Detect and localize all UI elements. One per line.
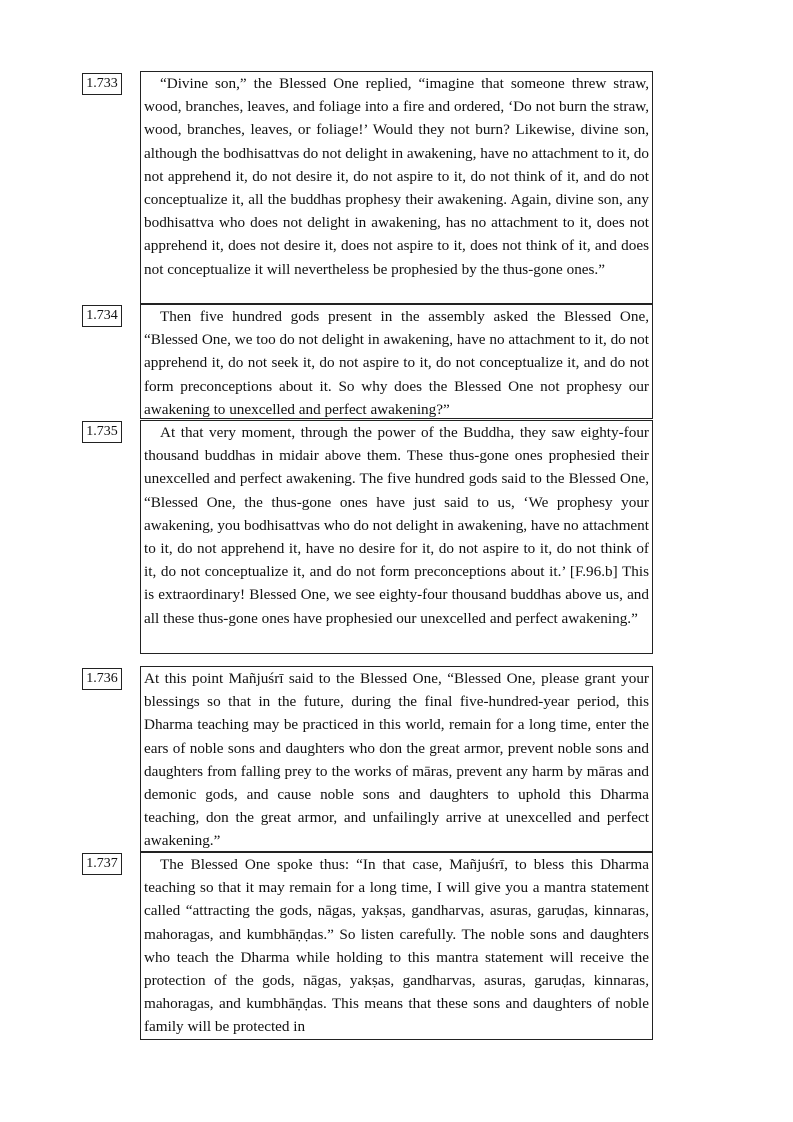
paragraph-number-1737[interactable]: 1.737 (82, 853, 122, 875)
paragraph-1736 (140, 666, 653, 852)
paragraph-number-1733[interactable]: 1.733 (82, 73, 122, 95)
paragraph-1734 (140, 304, 653, 419)
paragraph-text: The Blessed One spoke thus: “In that case, Mañjuśrī, to bless this Dharma teaching so that it may remain for a long time, I will give you a mantra statement called “attracting the gods, nāgas, yakṣas, gandharvas, asuras, garuḍas, kinnaras, mahoragas, and kumbhāṇḍas.” So listen carefully. The noble sons and daughters who teach the Dharma while holding to this mantra statement will receive the protection of the gods, nāgas, yakṣas, gandharvas, asuras, garuḍas, kinnaras, mahoragas, and kumbhāṇḍas. This means that these sons and daughters of noble family will be protected in (144, 856, 649, 1036)
paragraph-number-1736[interactable]: 1.736 (82, 668, 122, 690)
paragraph-number-1735[interactable]: 1.735 (82, 421, 122, 443)
paragraph-text: At that very moment, through the power of the Buddha, they saw eighty-four thousand buddhas in midair above them. These thus-gone ones prophesied their unexcelled and perfect awakening. The five hundred gods said to the Blessed One, “Blessed One, the thus-gone ones have just said to us, ‘We prophesy your awakening, you bodhisattvas who do not delight in awakening, have no attachment to it, do not apprehend it, have no desire for it, do not aspire to it, do not think of it, do not conceptualize it, and do not form preconceptions about it.’ [F.96.b] This is extraordinary! Blessed One, we see eighty-four thousand buddhas above us, and all these thus-gone ones have prophesied our unexcelled and perfect awakening.” (144, 424, 649, 627)
paragraph-number-1734[interactable]: 1.734 (82, 305, 122, 327)
paragraph-text: “Divine son,” the Blessed One replied, “imagine that someone threw straw, wood, branches, leaves, and foliage into a fire and ordered, ‘Do not burn the straw, wood, branches, leaves, or foliage!’ Would they not burn? Likewise, divine son, although the bodhisattvas do not delight in awakening, have no attachment to it, do not apprehend it, do not desire it, do not aspire to it, do not think of it, and do not conceptualize it, all the buddhas prophesy their awakening. Again, divine son, any bodhisattva who does not delight in awakening, has no attachment to it, does not apprehend it, does not desire it, does not aspire to it, does not think of it, and does not conceptualize it will nevertheless be prophesied by the thus-gone ones.” (144, 75, 649, 278)
paragraph-text: Then five hundred gods present in the assembly asked the Blessed One, “Blessed One, we too do not delight in awakening, have no attachment to it, do not apprehend it, do not seek it, do not aspire to it, do not conceptualize it, and do not form preconceptions about it. So why does the Blessed One not prophesy our awakening to unexcelled and perfect awakening?” (144, 308, 649, 418)
paragraph-1735 (140, 420, 653, 654)
paragraph-1737 (140, 852, 653, 1040)
paragraph-1733 (140, 71, 653, 304)
paragraph-text: At this point Mañjuśrī said to the Blessed One, “Blessed One, please grant your blessings so that in the future, during the final five-hundred-year period, this Dharma teaching may be practiced in this world, remain for a long time, enter the ears of noble sons and daughters who don the great armor, prevent noble sons and daughters from falling prey to the works of māras, prevent any harm by māras and demonic gods, and cause noble sons and daughters to uphold this Dharma teaching, don the great armor, and unfailingly arrive at unexcelled and perfect awakening.” (144, 670, 649, 850)
